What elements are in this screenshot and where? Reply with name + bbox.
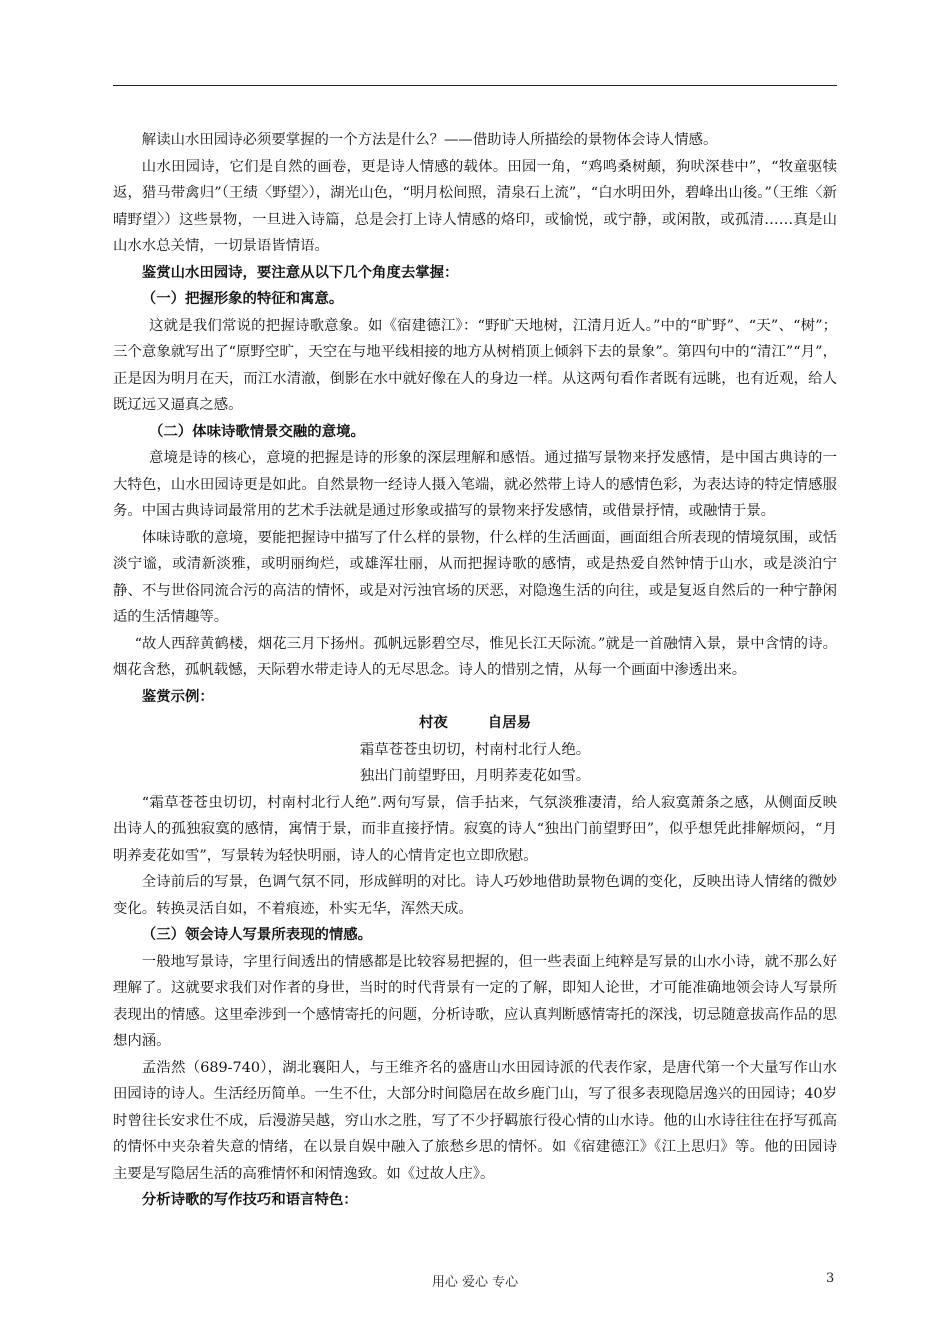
paragraph-intro-question: 解读山水田园诗必须要掌握的一个方法是什么？——借助诗人所描绘的景物体会诗人情感。 — [141, 132, 718, 148]
page-number: 3 — [826, 1271, 835, 1286]
header-rule — [113, 85, 837, 86]
paragraph-artistic-conception: 意境是诗的核心，意境的把握是诗的形象的深层理解和感悟。通过描写景物来抒发感情，是中国古典诗的一大特色，山水田园诗更是如此。自然景物一经诗人摄入笔端，就必然带上诗人的感情色彩，为表达诗的特定情感服务。中国古典诗词最常用的艺术手法就是通过形象或描写的景物来抒发感情，或借景抒情，或融情于景。 — [113, 450, 837, 519]
heading-section-3: （三）领会诗人写景所表现的情感。 — [141, 926, 373, 943]
paragraph-imagery: 这就是我们常说的把握诗歌意象。如《宿建德江》：“野旷天地树，江清月近人。”中的“旷野”、“天”、“树”；三个意象就写出了“原野空旷，天空在与地平线相接的地方从树梢顶上倾斜下去的景象”。第四句中的“清江”“月”，正是因为明月在天，而江水清澈，倒影在水中就好像在人的身边一样。从这两句看作者既有远眺，也有近观，给人既辽远又逼真之感。 — [113, 317, 837, 413]
poem-line-1: 霜草苍苍虫切切，村南村北行人绝。 — [359, 741, 591, 758]
paragraph-poem-contrast: 全诗前后的写景，色调气氛不同，形成鲜明的对比。诗人巧妙地借助景物色调的变化，反映出诗人情绪的微妙变化。转换灵活自如，不着痕迹，朴实无华，浑然天成。 — [113, 874, 837, 917]
heading-section-2: （二）体味诗歌情景交融的意境。 — [149, 422, 365, 440]
poem-line-2: 独出门前望野田，月明荞麦花如雪。 — [359, 768, 591, 784]
heading-example: 鉴赏示例： — [141, 687, 214, 705]
paragraph-landscape-poetry: 山水田园诗，它们是自然的画卷，更是诗人情感的载体。田园一角，“鸡鸣桑树颠，狗吠深巷中”，“牧童驱犊返，猎马带禽归”（王绩〈野望〉），湖光山色，“明月松间照，清泉石上流”，“白水明田外，碧峰出山後。”（王维〈新晴野望〉）这些景物，一旦进入诗篇，总是会打上诗人情感的烙印，或愉悦，或宁静，或闲散，或孤清……真是山山水水总关情，一切景语皆情语。 — [113, 158, 837, 254]
paragraph-experience-conception: 体味诗歌的意境，要能把握诗中描写了什么样的景物，什么样的生活画面，画面组合所表现的情境氛围，或恬淡宁谧，或清新淡雅，或明丽绚烂，或雄浑壮丽，从而把握诗歌的感情，或是热爱自然钟情于山水，或是淡泊宁静、不与世俗同流合污的高洁的情怀，或是对污浊官场的厌恶，对隐逸生活的向往，或是复返自然后的一种宁静闲适的生活情趣等。 — [113, 529, 837, 625]
footer-motto: 用心 爱心 专心 — [431, 1275, 519, 1290]
paragraph-meng-haoran: 孟浩然（689-740），湖北襄阳人，与王维齐名的盛唐山水田园诗派的代表作家，是唐代第一个大量写作山水田园诗的诗人。生活经历简单。一生不仕，大部分时间隐居在故乡鹿门山，写了很多表现隐居逸兴的田园诗；40岁时曾往长安求仕不成，后漫游吴越，穷山水之胜，写了不少抒羁旅行役心情的山水诗。他的山水诗往往在抒写孤高的情怀中夹杂着失意的情绪，在以景自娱中融入了旅愁乡思的情怀。如《宿建德江》《江上思归》等。他的田园诗主要是写隐居生活的高雅情怀和闲情逸致。如《过故人庄》。 — [113, 1059, 837, 1182]
paragraph-yellow-crane-tower: “故人西辞黄鹤楼，烟花三月下扬州。孤帆远影碧空尽，惟见长江天际流。”就是一首融情入景，景中含情的诗。烟花含愁，孤帆载憾，天际碧水带走诗人的无尽思念。诗人的惜别之情，从每一个画面中渗透出来。 — [113, 635, 837, 678]
heading-appreciation-angles: 鉴赏山水田园诗，要注意从以下几个角度去掌握： — [141, 263, 459, 281]
poem-title: 村夜 — [419, 714, 448, 731]
paragraph-poem-analysis: “霜草苍苍虫切切，村南村北行人绝”.两句写景，信手拈来，气氛淡雅凄清，给人寂寞萧条之感，从侧面反映出诗人的孤独寂寞的感情，寓情于景，而非直接抒情。寂寞的诗人“独出门前望野田”，似乎想凭此排解烦闷，“月明养麦花如雪”，写景转为轻快明丽，诗人的心情肯定也立即欣慰。 — [113, 794, 837, 864]
heading-section-1: （一）把握形象的特征和寓意。 — [141, 290, 344, 307]
heading-writing-techniques: 分析诗歌的写作技巧和语言特色： — [141, 1191, 358, 1208]
paragraph-emotion: 一般地写景诗，字里行间透出的情感都是比较容易把握的，但一些表面上纯粹是写景的山水小诗，就不那么好理解了。这就要求我们对作者的身世，当时的时代背景有一定的了解，即知人论世，才可能准确地领会诗人写景所表现出的情感。这里牵涉到一个感情寄托的问题，分析诗歌，应认真判断感情寄托的深浅，切忌随意拔高作品的思想内涵。 — [113, 953, 837, 1049]
poem-heading — [113, 710, 837, 737]
poem-author: 自居易 — [487, 714, 531, 731]
document-body — [113, 127, 837, 1214]
